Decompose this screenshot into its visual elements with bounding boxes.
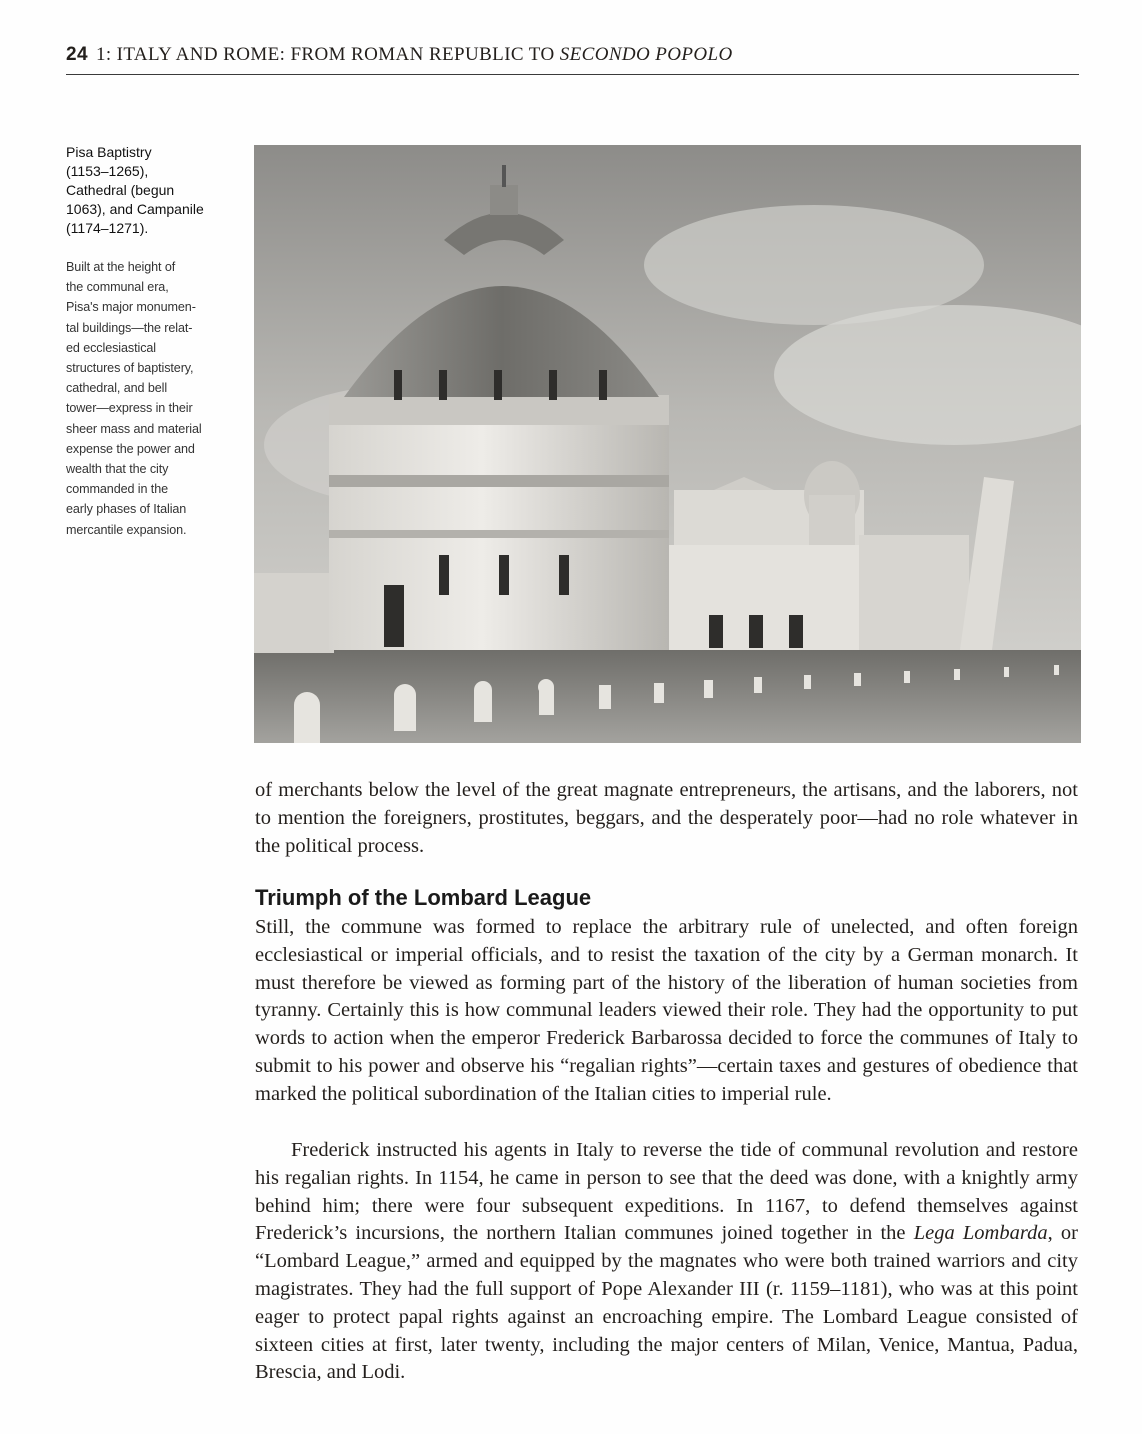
paragraph-1-text: of merchants below the level of the great magnate entrepreneurs, the artisans, and the laborers, not to mention the foreigners, prostitutes, beggars, and the desperately poor—had no role whatever in the political process. <box>255 779 1078 857</box>
paragraph-3-part-b: , or “Lombard League,” armed and equipped by the magnates who were both trained warriors and city magistrates. They had the full support of Pope Alexander III (r. 1159–1181), who was at this point eager to protect papal rights against an encroaching empire. The Lombard League consisted of sixteen cities at first, later twenty, including the major centers of Milan, Venice, Mantua, Padua, Brescia, and Lodi. <box>255 1222 1078 1384</box>
pisa-photograph <box>254 145 1081 743</box>
paragraph-3-text <box>255 1137 1078 1387</box>
figure-caption-body: Built at the height of the communal era, Pisa's major monumen- tal buildings—the relat- ed ecclesiastical structures of baptistery, cathedral, and bell tower—express in their sheer mass and material expense the power and wealth that the city commanded in the early phases of Italian mercantile expansion. <box>66 260 202 537</box>
section-heading: Triumph of the Lombard League <box>255 885 592 910</box>
chapter-title-italic: SECONDO POPOLO <box>559 44 733 65</box>
paragraph-3-part-a: Frederick instructed his agents in Italy to reverse the tide of communal revolution and restore his regalian rights. In 1154, he came in person to see that the deed was done, with a knightly army behind him; there were four subsequent expeditions. In 1167, to defend themselves against Frederick’s incursions, the northern Italian communes joined together in the <box>255 1139 1078 1245</box>
lega-lombarda-italic: Lega Lombarda <box>913 1222 1048 1245</box>
page-number: 24 <box>66 44 88 65</box>
paragraph-2 <box>255 914 1078 1109</box>
figure-caption-title: Pisa Baptistry (1153–1265), Cathedral (begun 1063), and Campanile (1174–1271). <box>66 144 204 236</box>
paragraph-2-text: Still, the commune was formed to replace the arbitrary rule of unelected, and often foreign ecclesiastical or imperial officials, and to resist the taxation of the city by a German monarch. It must therefore be viewed as forming part of the history of the liberation of human societies from tyranny. Certainly this is how communal leaders viewed their role. They had the opportunity to put words to action when the emperor Frederick Barbarossa decided to force the communes of Italy to submit to his power and observe his “regalian rights”—certain taxes and gestures of obedience that marked the political subordination of the Italian cities to imperial rule. <box>255 916 1078 1105</box>
running-head <box>66 44 1079 75</box>
chapter-title: 1: ITALY AND ROME: FROM ROMAN REPUBLIC TO <box>95 44 560 65</box>
paragraph-3 <box>255 1137 1078 1387</box>
paragraph-1 <box>255 777 1078 860</box>
